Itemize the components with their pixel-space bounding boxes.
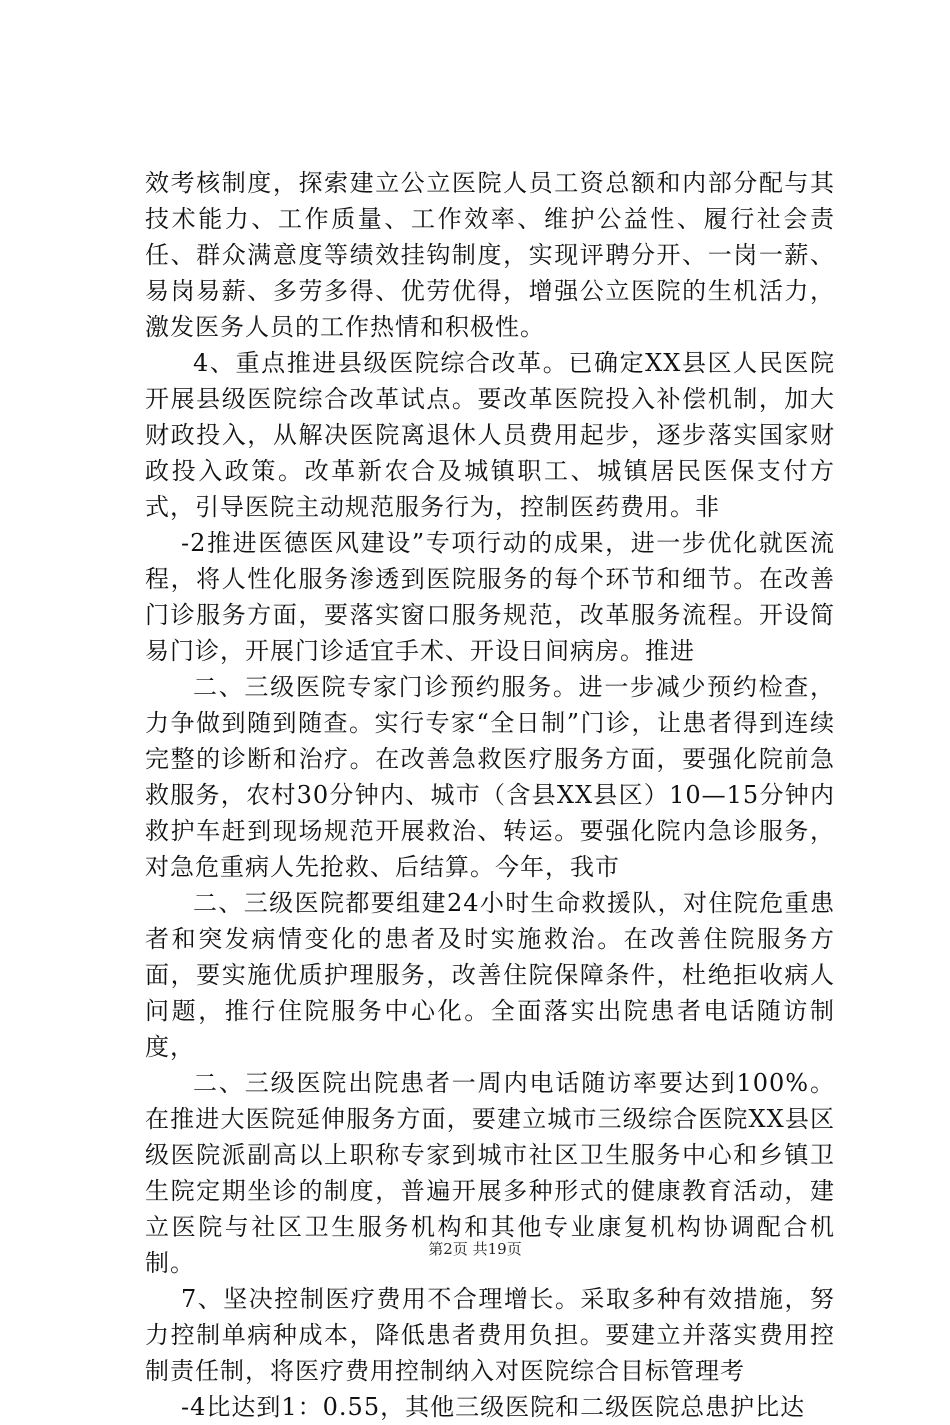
paragraph-1: 效考核制度，探索建立公立医院人员工资总额和内部分配与其技术能力、工作质量、工作效率、维护公益性、履行社会责任、群众满意度等绩效挂钩制度，实现评聘分开、一岗一薪、易岗易薪、多劳多得、优劳优得，增强公立医院的生机活力，激发医务人员的工作热情和积极性。 — [145, 169, 835, 341]
paragraph-2: 4、重点推进县级医院综合改革。已确定XX县区人民医院开展县级医院综合改革试点。要改革医院投入补偿机制，加大财政投入，从解决医院离退休人员费用起步，逐步落实国家财政投入政策。改革新农合及城镇职工、城镇居民医保支付方式，引导医院主动规范服务行为，控制医药费用。非 — [145, 349, 835, 521]
paragraph-3: -2推进医德医风建设”专项行动的成果，进一步优化就医流程，将人性化服务渗透到医院服务的每个环节和细节。在改善门诊服务方面，要落实窗口服务规范，改革服务流程。开设简易门诊，开展门诊适宜手术、开设日间病房。推进 — [145, 529, 835, 665]
paragraph-8: -4比达到1：0.55，其他三级医院和二级医院总患护比达 — [181, 1393, 806, 1421]
paragraph-4: 二、三级医院专家门诊预约服务。进一步减少预约检查，力争做到随到随查。实行专家“全日制”门诊，让患者得到连续完整的诊断和治疗。在改善急救医疗服务方面，要强化院前急救服务，农村30分钟内、城市（含县XX县区）10—15分钟内救护车赶到现场规范开展救治、转运。要强化院内急诊服务，对急危重病人先抢救、后结算。今年，我市 — [145, 673, 835, 881]
page-footer: 第2页 共19页 — [428, 1240, 522, 1258]
paragraph-5: 二、三级医院都要组建24小时生命救援队，对住院危重患者和突发病情变化的患者及时实施救治。在改善住院服务方面，要实施优质护理服务，改善住院保障条件，杜绝拒收病人问题，推行住院服务中心化。全面落实出院患者电话随访制度， — [145, 889, 835, 1061]
paragraph-6: 二、三级医院出院患者一周内电话随访率要达到100%。在推进大医院延伸服务方面，要建立城市三级综合医院XX县区级医院派副高以上职称专家到城市社区卫生服务中心和乡镇卫生院定期坐诊的制度，普遍开展多种形式的健康教育活动，建立医院与社区卫生服务机构和其他专业康复机构协调配合机制。 — [145, 1069, 835, 1277]
document-body — [145, 165, 835, 1425]
paragraph-7: 7、坚决控制医疗费用不合理增长。采取多种有效措施，努力控制单病种成本，降低患者费用负担。要建立并落实费用控制责任制，将医疗费用控制纳入对医院综合目标管理考 — [145, 1285, 835, 1385]
